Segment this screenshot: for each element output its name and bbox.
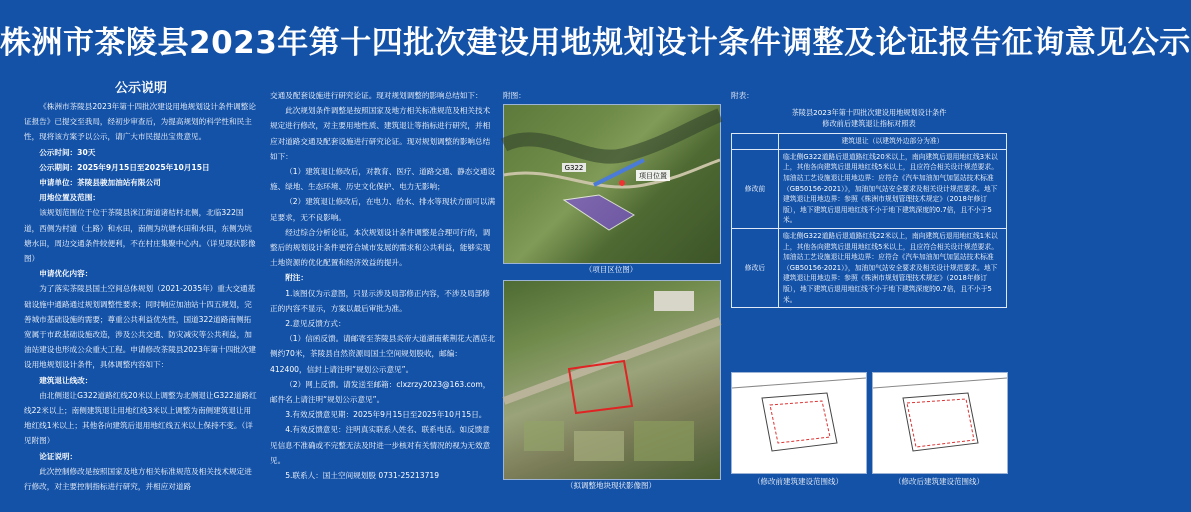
- plan-before-image: [731, 372, 867, 474]
- plan-after-caption: （修改后建筑建设范围线）: [894, 477, 984, 486]
- notice-heading: 公示说明: [114, 81, 167, 96]
- table-row: [732, 149, 1007, 228]
- setback-text: 由北侧退让G322道路红线20米以上调整为北侧退让G322道路红线22米以上；南侧建筑退让用地红线3米以上调整为南侧建筑退让用地红线1米以上；其他各向建筑后退用地红线五米以上保持不变。（详见附图）: [24, 390, 257, 446]
- after-label: 修改后: [732, 228, 779, 307]
- analysis-p3: （1）建筑退让修改后，对教育、医疗、道路交通、静态交通设施、绿地、生态环境、历史文化保护、电力无影响；: [270, 167, 496, 192]
- table-header-row: [732, 134, 1007, 150]
- note-2a: （1）信函反馈。请邮寄至茶陵县炎帝大道湖南紫荆花大酒店北侧约70米，茶陵县自然资源局国土空间规划股收，邮编：412400，信封上请注明“规划公示意见”。: [270, 334, 496, 374]
- plan-after-graphic: [873, 373, 1007, 473]
- plan-before-graphic: [732, 373, 866, 473]
- notice-applicant: 申请单位：茶陵县骏加油站有限公司: [39, 178, 161, 188]
- note-5: 5.联系人：国土空间规划股 0731-25213719: [285, 471, 440, 481]
- notice-column: [24, 80, 258, 494]
- location-map-caption: （项目区位图）: [584, 265, 638, 274]
- notes-heading: 附注：: [285, 273, 308, 283]
- note-2b: （2）网上反馈。请发送至邮箱：clxzrzy2023@163.com，邮件名上请注明“规划公示意见”。: [270, 379, 491, 405]
- site-aerial-image: [503, 280, 721, 480]
- plan-before-caption: （修改前建筑建设范围线）: [753, 477, 843, 486]
- note-2: 2.意见反馈方式：: [285, 319, 346, 329]
- site-aerial-caption: （拟调整地块现状影像图）: [566, 481, 656, 490]
- setback-comparison-table: [731, 133, 1007, 308]
- site-aerial-graphic: [504, 281, 720, 479]
- location-map-image: [503, 104, 721, 264]
- reason-text: 为了落实茶陵县国土空间总体规划（2021-2035年）重大交通基础设施中通路通过规划调整性要求；同时响应加油站十四五规划，完善城市基础设施的需要；尊重公共利益优先性，国道322道路南侧拓宽属于市政基础设施改造，涉及公共交通、防灾减灾等公共利益，加油站建设也形成公众重大工程。申请修改茶陵县2023年第十四批次建设用地规划设计条件，具体调整内容如下：: [24, 284, 256, 370]
- analysis-p4: （2）建筑退让修改后，在电力、给水、排水等现状方面可以满足要求，无不良影响。: [270, 197, 496, 222]
- demo-heading: 论证说明：: [39, 451, 78, 461]
- notice-period: 公示时间：30天: [39, 147, 96, 157]
- notice-date: 公示期间：2025年9月15日至2025年10月15日: [39, 162, 210, 172]
- analysis-p1: 交通及配套设施进行研究论证。现对规划调整的影响总结如下：: [270, 91, 483, 100]
- table-column: [731, 88, 1007, 308]
- figures-heading: 附图：: [503, 91, 526, 100]
- table-heading: 附表：: [731, 91, 754, 100]
- before-text: 临北侧G322道路后退道路红线20米以上，南向建筑后退用地红线3米以上，其他各向建筑后退用地红线5米以上，且应符合相关设计规范要求。加油站工艺设施退让用地边界：应符合《汽车加油加气加氢站技术标准（GB50156-2021）》，加油加气站安全要求及相关设计规范要求。地下建筑退让用地边界：参照《株洲市规划管理技术规定》（2018年修订版），地下建筑后退用地红线不小于地下建筑深度的0.7倍，且不小于5米。: [779, 149, 1007, 228]
- note-3: 3.有效反馈意见期：2025年9月15日至2025年10月15日。: [285, 410, 487, 420]
- analysis-column: [270, 88, 496, 483]
- page-title: 株洲市茶陵县2023年第十四批次建设用地规划设计条件调整及论证报告征询意见公示: [0, 25, 1191, 61]
- map-site-label: 项目位置: [639, 172, 667, 180]
- table-title-2: 修改前后建筑退让指标对照表: [822, 119, 916, 129]
- analysis-p2: 此次规划条件调整是按照国家及地方相关标准规范及相关技术规定进行修改，对主要用地性质、建筑退让等指标进行研究，并相应对道路交通及配套设施进行研究论证。现对规划调整的影响总结如下：: [270, 106, 491, 161]
- site-heading: 用地位置及范围：: [39, 193, 100, 203]
- notice-intro: 《株洲市茶陵县2023年第十四批次建设用地规划设计条件调整论证报告》已提交至我局，经初步审查后，为提高规划的科学性和民主性，现将该方案予以公示，请广大市民提出宝贵意见。: [24, 102, 256, 142]
- location-map-graphic: [504, 105, 720, 263]
- note-4: 4.有效反馈意见：注明真实联系人姓名、联系电话。如反馈意见信息不准确或不完整无法及时进一步核对有关情况的视为无效意见。: [270, 425, 491, 465]
- table-title-1: 茶陵县2023年第十四批次建设用地规划设计条件: [791, 108, 947, 118]
- reason-heading: 申请优化内容：: [39, 269, 93, 279]
- demo-text: 此次控制修改是按照国家及地方相关标准规范及相关技术规定进行修改，对主要控制指标进行研究，并相应对道路: [24, 466, 252, 492]
- setback-heading: 建筑退让线改：: [39, 375, 93, 385]
- after-text: 临北侧G322道路后退道路红线22米以上，南向建筑后退用地红线1米以上，其他各向建筑后退用地红线5米以上，且应符合相关设计规范要求。加油站工艺设施退让用地边界：应符合《汽车加油加气加氢站技术标准（GB50156-2021）》，加油加气站安全要求及相关设计规范要求。地下建筑退让用地边界：参照《株洲市规划管理技术规定》（2018年修订版），地下建筑后退用地红线不小于地下建筑深度的0.7倍，且不小于5米。: [779, 228, 1007, 307]
- table-row: [732, 228, 1007, 307]
- site-text: 该规划范围位于位于茶陵县洣江街道诸桔村北侧，北临322国道，西侧为村道（土路）和水田，南侧为坑塘水田和水田，东侧为坑塘水田，周边交通条件较便利，不在村庄集聚中心内。（详见现状影像图）: [24, 208, 256, 264]
- table-column-header: 建筑退让（以建筑外边部分为准）: [779, 134, 1007, 150]
- map-road-label: G322: [564, 164, 584, 172]
- note-1: 1.该图仅为示意图，只显示涉及局部修正内容，不涉及局部修正的内容不显示，方案以最后审批为准。: [270, 288, 490, 313]
- before-label: 修改前: [732, 149, 779, 228]
- plan-after-image: [872, 372, 1008, 474]
- analysis-p5: 经过综合分析论证，本次规划设计条件调整是合理可行的，调整后的规划设计条件更符合城市发展的需求和公共利益，能够实现土地资源的优化配置和经济效益的提升。: [270, 227, 491, 268]
